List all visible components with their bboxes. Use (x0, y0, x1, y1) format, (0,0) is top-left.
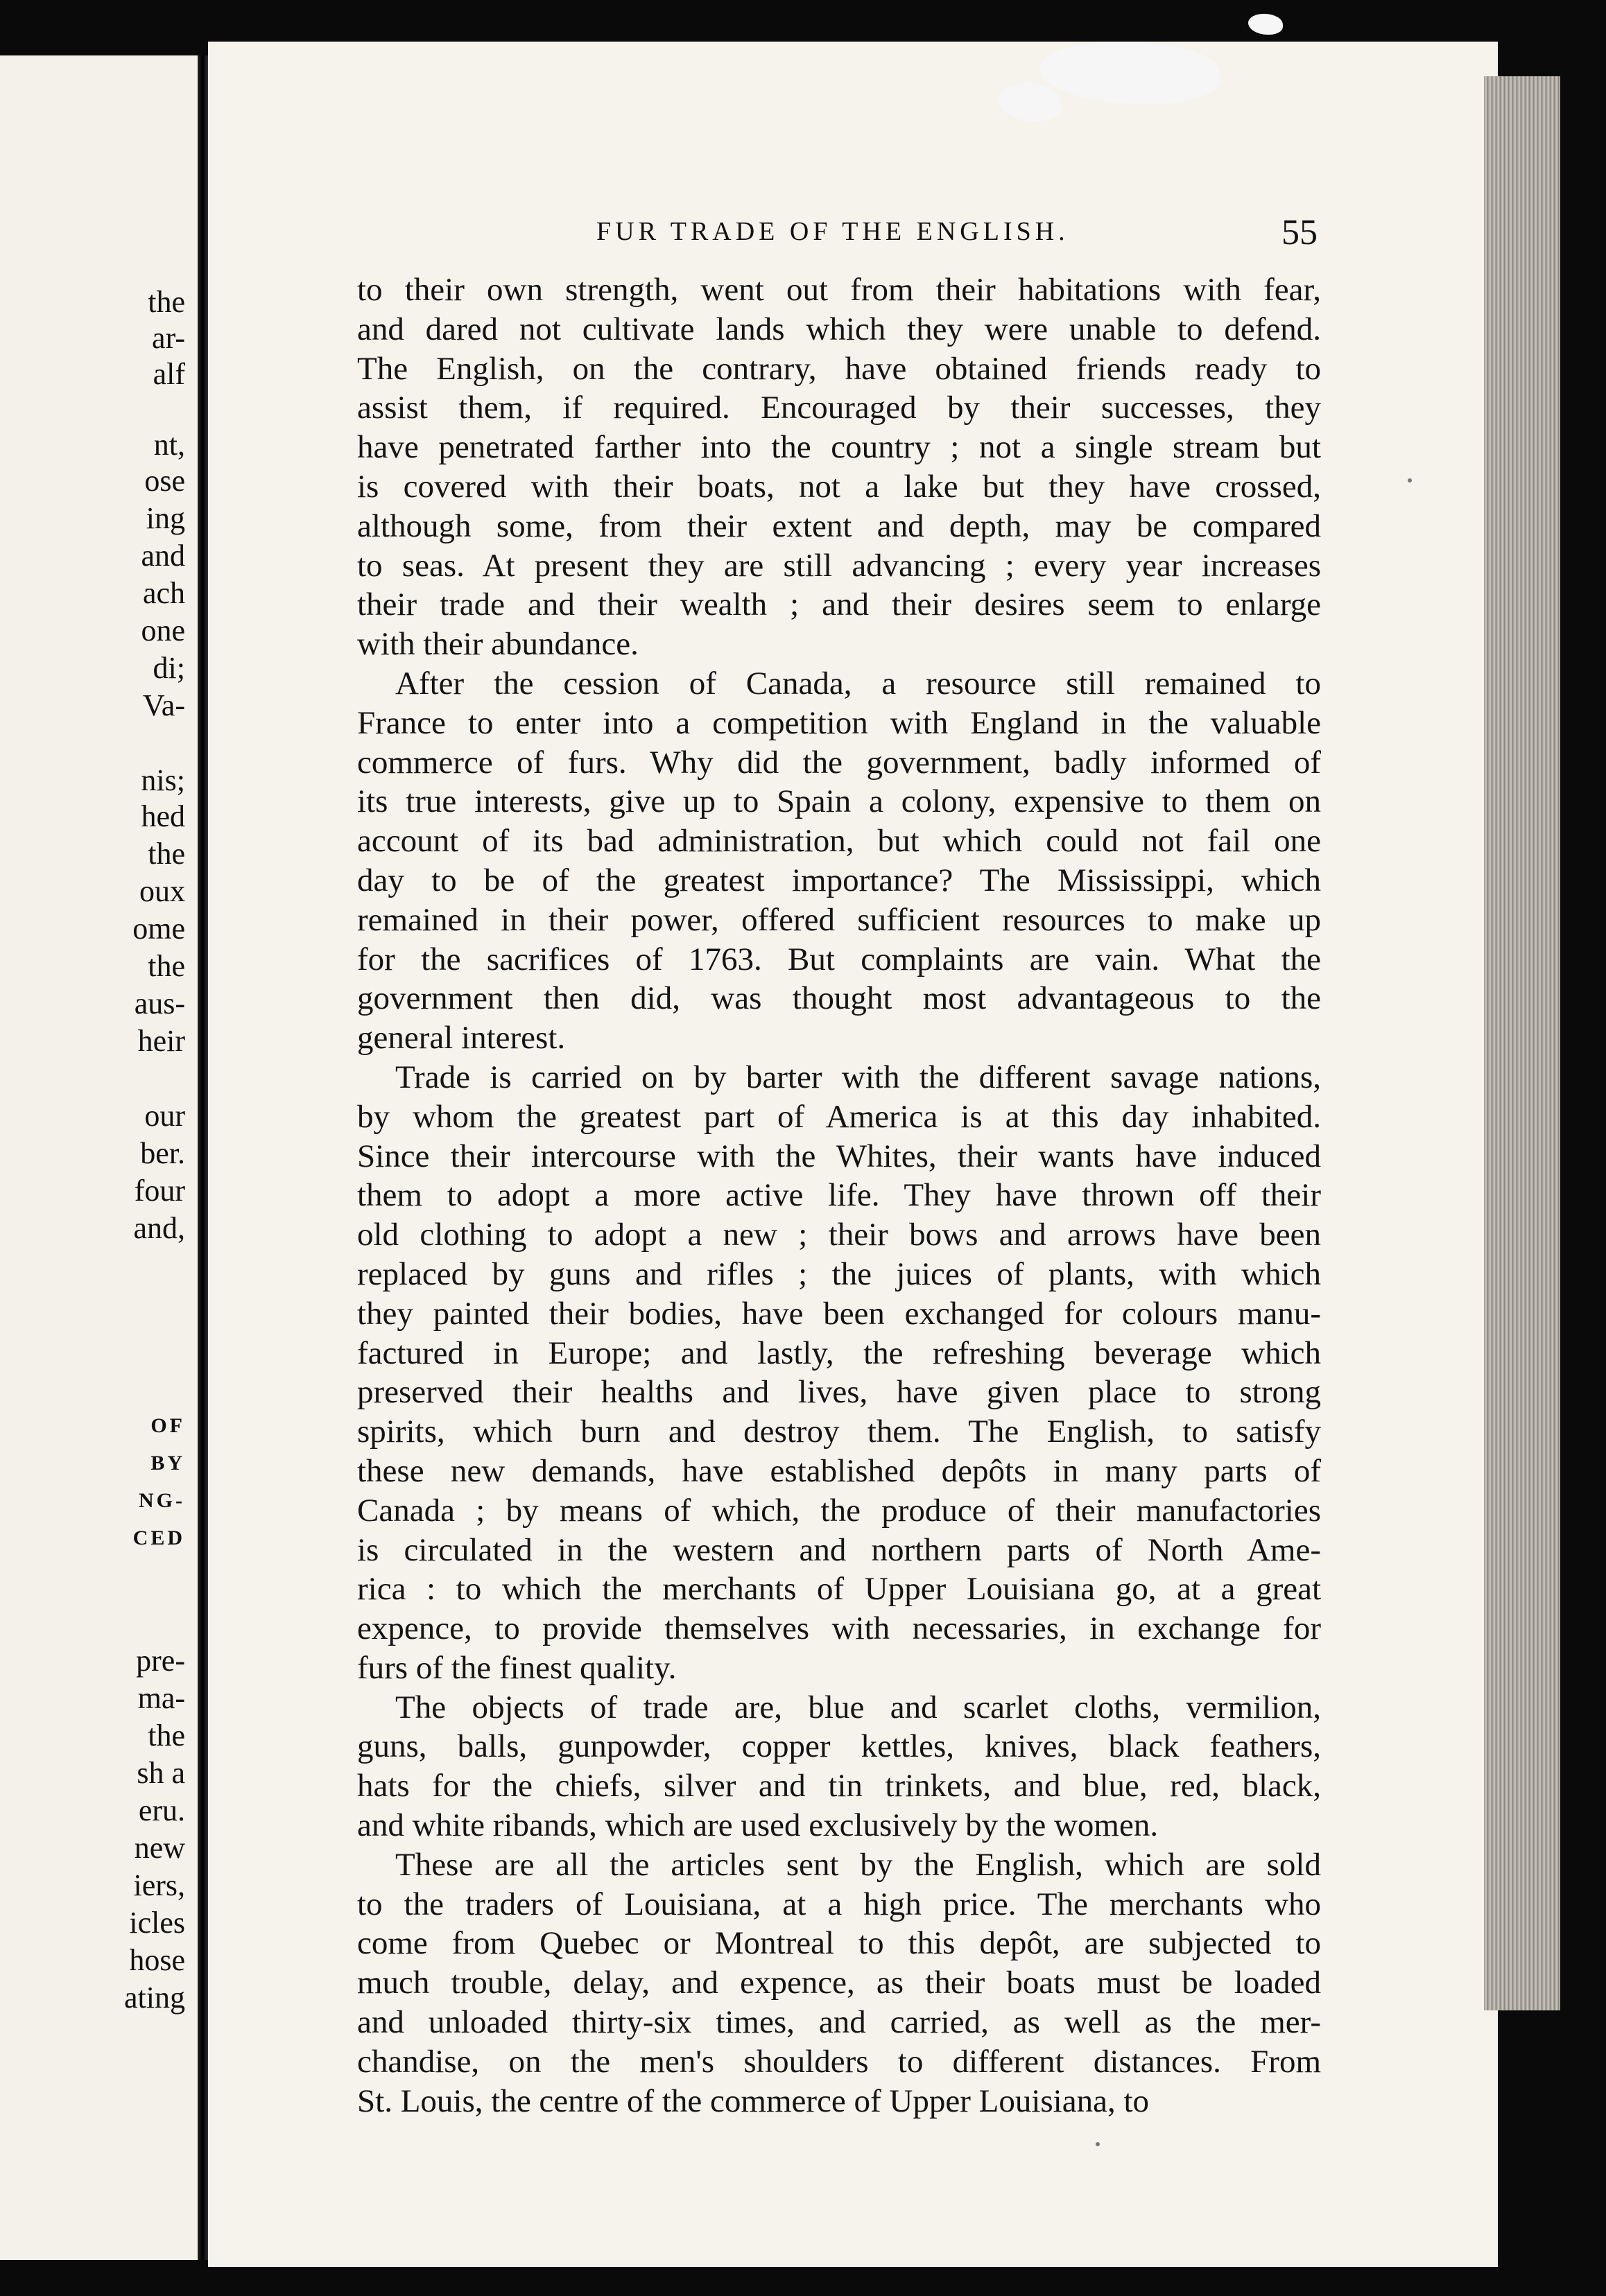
left-page-fragment: pre- (136, 1644, 185, 1678)
text-line: much trouble, delay, and expence, as their boats must be loaded (357, 1965, 1321, 2001)
text-line: factured in Europe; and lastly, the refreshing beverage which (357, 1334, 1321, 1371)
text-line: account of its bad administration, but which could not fail one (357, 823, 1321, 860)
left-page-fragment: ose (144, 464, 185, 498)
left-page-fragment: Va- (142, 688, 185, 722)
left-page-fragment: our (144, 1099, 185, 1133)
text-line: chandise, on the men's shoulders to different distances. From (357, 2043, 1321, 2080)
left-page-fragment: iers, (133, 1868, 185, 1902)
paper-speck (1096, 2142, 1100, 2146)
text-line: and white ribands, which are used exclusively by the women. (357, 1807, 1159, 1844)
left-page-fragment: alf (153, 357, 185, 391)
page-number: 55 (1281, 213, 1318, 252)
text-line: rica : to which the merchants of Upper Louisiana go, at a great (357, 1571, 1321, 1608)
text-line: The objects of trade are, blue and scarlet cloths, vermilion, (395, 1689, 1321, 1725)
left-page-fragment: BY (150, 1452, 185, 1475)
left-page-fragment: eru. (138, 1793, 185, 1827)
text-line: and unloaded thirty-six times, and carried, as well as the mer- (357, 2004, 1321, 2041)
paper-speck (1408, 478, 1412, 482)
left-page-fragment: hose (129, 1943, 185, 1977)
text-line: Canada ; by means of which, the produce of their manufactories (357, 1492, 1321, 1529)
text-line: hats for the chiefs, silver and tin trinkets, and blue, red, black, (357, 1768, 1321, 1804)
text-line: Since their intercourse with the Whites, their wants have induced (357, 1138, 1321, 1174)
left-page-fragment: ma- (137, 1681, 185, 1715)
text-line: come from Quebec or Montreal to this depôt, are subjected to (357, 1925, 1321, 1962)
text-line: and dared not cultivate lands which they were unable to defend. (357, 311, 1321, 347)
left-page-fragment: the (148, 837, 185, 871)
text-line: to the traders of Louisiana, at a high price. The merchants who (357, 1886, 1321, 1922)
text-line: replaced by guns and rifles ; the juices of plants, with which (357, 1255, 1321, 1292)
text-line: spirits, which burn and destroy them. The English, to satisfy (357, 1414, 1321, 1450)
left-page-fragment: CED (132, 1527, 185, 1549)
page-edges (1484, 76, 1560, 2010)
text-line: commerce of furs. Why did the government, badly informed of (357, 744, 1321, 781)
text-line: them to adopt a more active life. They have thrown off their (357, 1177, 1321, 1214)
left-page-fragment: and, (133, 1211, 185, 1245)
text-line: France to enter into a competition with England in the valuable (357, 704, 1321, 741)
text-line: is covered with their boats, not a lake but they have crossed, (357, 468, 1321, 505)
text-line: government then did, was thought most advantageous to the (357, 980, 1321, 1017)
left-page-fragment: ach (142, 576, 185, 610)
text-line: is circulated in the western and northern parts of North Ame- (357, 1531, 1321, 1568)
text-line: day to be of the greatest importance? The Mississippi, which (357, 862, 1321, 898)
text-line: with their abundance. (357, 626, 639, 663)
left-page-fragment: the (148, 949, 185, 983)
left-page-fragment: ating (124, 1981, 185, 2015)
text-line: preserved their healths and lives, have given place to strong (357, 1374, 1321, 1411)
left-page-fragment: oux (139, 874, 185, 908)
text-line: to their own strength, went out from their habitations with fear, (357, 272, 1321, 308)
left-page-fragment: new (134, 1831, 185, 1865)
left-page-fragment: icles (129, 1906, 185, 1940)
text-line: remained in their power, offered sufficient resources to make up (357, 901, 1321, 938)
left-page-fragment: one (141, 614, 185, 647)
text-line: After the cession of Canada, a resource still remained to (395, 665, 1321, 702)
left-page-fragment: di; (153, 651, 185, 685)
left-page-fragment: hed (141, 799, 185, 833)
text-line: their trade and their wealth ; and their desires seem to enlarge (357, 586, 1321, 623)
text-line: these new demands, have established depôts in many parts of (357, 1452, 1321, 1489)
text-line: guns, balls, gunpowder, copper kettles, knives, black feathers, (357, 1728, 1321, 1765)
text-line: although some, from their extent and depth, may be compared (357, 507, 1321, 544)
text-line: St. Louis, the centre of the commerce of Upper Louisiana, to (357, 2082, 1149, 2119)
left-page-fragment: nis; (141, 763, 185, 797)
left-page-fragment: aus- (134, 986, 185, 1020)
text-line: furs of the finest quality. (357, 1649, 677, 1686)
text-line: they painted their bodies, have been exchanged for colours manu- (357, 1295, 1321, 1332)
book-gutter (198, 55, 208, 2260)
body-text (357, 270, 1321, 2121)
page-header (361, 213, 1318, 258)
left-page-fragment: ber. (140, 1136, 185, 1170)
left-page-fragment: ing (146, 501, 185, 535)
text-line: old clothing to adopt a new ; their bows and arrows have been (357, 1217, 1321, 1253)
text-line: Trade is carried on by barter with the different savage nations, (395, 1059, 1321, 1095)
left-page-fragment: heir (137, 1024, 185, 1058)
text-line: its true interests, give up to Spain a colony, expensive to them on (357, 783, 1321, 820)
text-line: general interest. (357, 1020, 566, 1056)
running-head: FUR TRADE OF THE ENGLISH. (596, 217, 1069, 246)
left-page-fragment: the (148, 1719, 185, 1753)
left-page-fragment: and (141, 539, 185, 573)
text-line: by whom the greatest part of America is at this day inhabited. (357, 1098, 1321, 1135)
left-page-fragment: four (134, 1174, 185, 1208)
left-page-fragment: the (148, 285, 185, 319)
left-page-fragment: sh a (137, 1756, 185, 1790)
text-line: These are all the articles sent by the English, which are sold (395, 1846, 1321, 1883)
left-page-fragment: ome (132, 912, 185, 946)
paper-damage (1248, 14, 1283, 35)
text-line: have penetrated farther into the country ; not a single stream but (357, 429, 1321, 466)
text-line: assist them, if required. Encouraged by their successes, they (357, 390, 1321, 426)
text-line: for the sacrifices of 1763. But complaints are vain. What the (357, 941, 1321, 977)
text-line: expence, to provide themselves with necessaries, in exchange for (357, 1610, 1321, 1647)
text-line: to seas. At present they are still advancing ; every year increases (357, 547, 1321, 584)
text-line: The English, on the contrary, have obtained friends ready to (357, 350, 1321, 387)
left-page-fragment: nt, (153, 428, 185, 462)
left-page-fragment: OF (150, 1414, 185, 1437)
left-page-fragment: NG- (139, 1489, 185, 1512)
left-page-fragment: ar- (152, 321, 185, 355)
left-page (0, 55, 198, 2260)
